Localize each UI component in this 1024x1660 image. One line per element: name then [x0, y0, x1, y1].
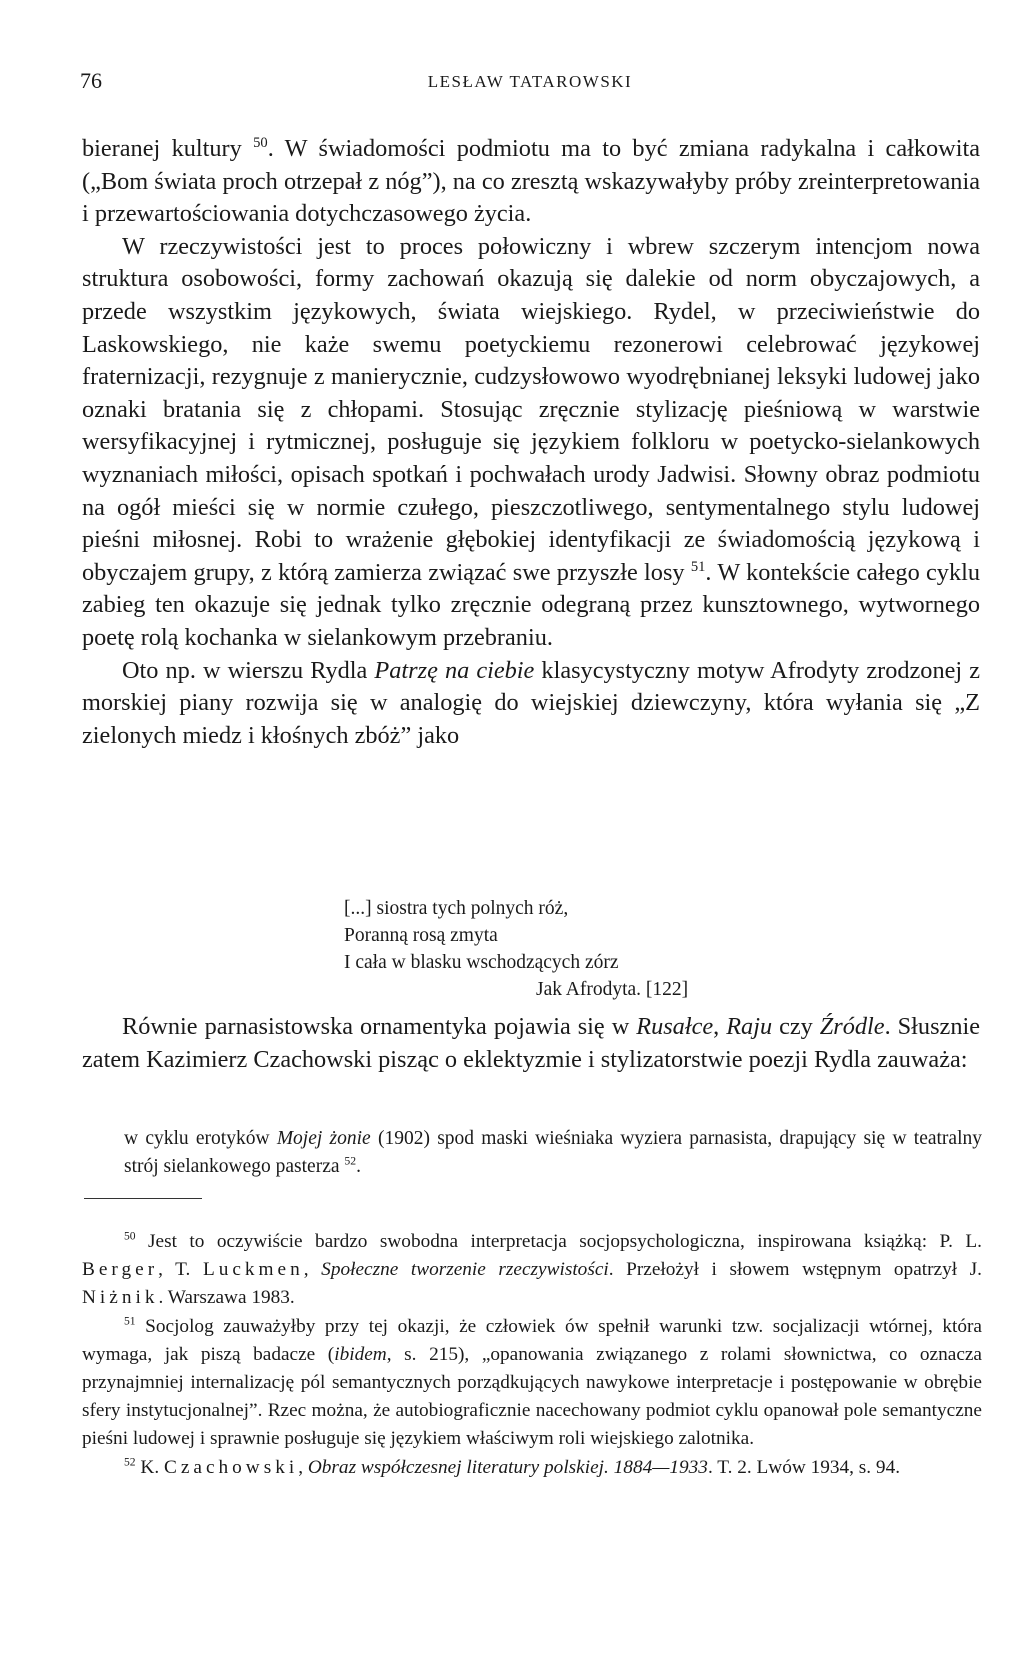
- paragraph-2: W rzeczywistości jest to proces połowiczny i wbrew szczerym intencjom nowa struktura osobowości, formy zachowań okazują się dalekie od norm obyczajowych, a przede wszystkim językowych, świata wiejskiego. Rydel, w przeciwieństwie do Laskowskiego, nie każe swemu poetyckiemu rezonerowi celebrować językowej fraternizacji, rezygnuje z manierycznie, cudzysłowowo wyodrębnianej leksyki ludowej jako oznaki bratania się z chłopami. Stosując zręcznie stylizację pieśniową w warstwie wersyfikacyjnej i rytmicznej, posługuje się językiem folkloru w poetycko-sielankowych wyznaniach miłości, opisach spotkań i pochwałach urody Jadwisi. Słowny obraz podmiotu na ogół mieści się w normie czułego, pieszczotliwego, sentymentalnego stylu ludowej pieśni miłosnej. Robi to wrażenie głębokiej identyfikacji ze świadomością językową i obyczajem grupy, z którą zamierza związać swe przyszłe losy $^{51}$. W kontekście całego cyklu zabieg ten okazuje się jednak tylko zręcznie odegraną przez kunsztownego, wytwornego poetę rolą kochanka w sielankowym przebraniu.: [82, 232, 980, 651]
- block-quotation: w cyklu erotyków Mojej żonie (1902) spod maski wieśniaka wyziera parnasista, drapujący się w teatralny strój sielankowego pasterza $^{52}$.: [124, 1128, 982, 1177]
- paragraph-1: bieranej kultury $^{50}$. W świadomości podmiotu ma to być zmiana radykalna i całkowita („Bom świata proch otrzepał z nóg”), na co zresztą wskazywałyby próby zreinterpretowania i przewartościowania dotychczasowego życia.: [82, 134, 980, 228]
- main-text-continued: [82, 1011, 980, 1076]
- footnote-ref-52: 52: [344, 1154, 357, 1167]
- footnote-ref-50: 50: [253, 134, 268, 151]
- verse-line: [...] siostra tych polnych róż,: [344, 898, 569, 919]
- paragraph-3: Oto np. w wierszu Rydla Patrzę na ciebie klasycystyczny motyw Afrodyty zrodzonej z morskiej piany rozwija się w analogię do wiejskiej dziewczyny, która wyłania się „Z zielonych miedz i kłośnych zbóż” jako: [82, 656, 980, 749]
- paragraph-4: Równie parnasistowska ornamentyka pojawia się w Rusałce, Raju czy Źródle. Słusznie zatem Kazimierz Czachowski pisząc o eklektyzmie i stylizatorstwie poezji Rydla zauważa:: [82, 1013, 981, 1073]
- work-title: Rusałce: [636, 1013, 714, 1040]
- main-text: [82, 133, 980, 752]
- footnote-52: $^{52}$ K. Czachowski, Obraz współczesnej literatury polskiej. 1884—1933. T. 2. Lwów 1934, s. 94.: [124, 1455, 901, 1478]
- running-head: LESŁAW TATAROWSKI: [427, 72, 633, 91]
- page-number: 76: [80, 68, 102, 93]
- footnote-50: $^{50}$ Jest to oczywiście bardzo swobodna interpretacja socjopsychologiczna, inspirowana książką: P. L. Berger, T. Luckmen, Społeczne tworzenie rzeczywistości. Przełożył i słowem wstępnym opatrzył J. Niżnik. Warszawa 1983.: [82, 1229, 982, 1309]
- verse-line: Jak Afrodyta. [122]: [536, 979, 689, 1000]
- work-title: Raju: [726, 1013, 773, 1040]
- footnotes: [82, 1228, 982, 1482]
- footnote-51: $^{51}$ Socjolog zauważyłby przy tej okazji, że człowiek ów spełnił warunki tzw. socjalizacji wtórnej, która wymaga, jak piszą badacze (ibidem, s. 215), „opanowania związanego z rolami słownictwa, co oznacza przynajmniej internalizację pól semantycznych porządkujących nawykowe interpretacje i postępowanie w obrębie sfery instytucjonalnej”. Rzec można, że autobiograficznie nacechowany podmiot cyklu opanował pole semantyczne pieśni ludowej i sprawnie posługuje się językiem właściwym roli wiejskiego zalotnika.: [82, 1314, 982, 1450]
- footnote-ref-51: 51: [690, 558, 706, 575]
- cycle-title: Mojej żonie: [276, 1128, 371, 1149]
- verse-quotation: [344, 895, 764, 1003]
- page-header: [80, 68, 980, 98]
- verse-line: I cała w blasku wschodzących zórz: [344, 952, 619, 973]
- poem-title: Patrzę na ciebie: [374, 656, 535, 684]
- footnote-separator: [84, 1198, 202, 1199]
- verse-line: Poranną rosą zmyta: [344, 925, 498, 946]
- work-title: Źródle: [819, 1013, 885, 1040]
